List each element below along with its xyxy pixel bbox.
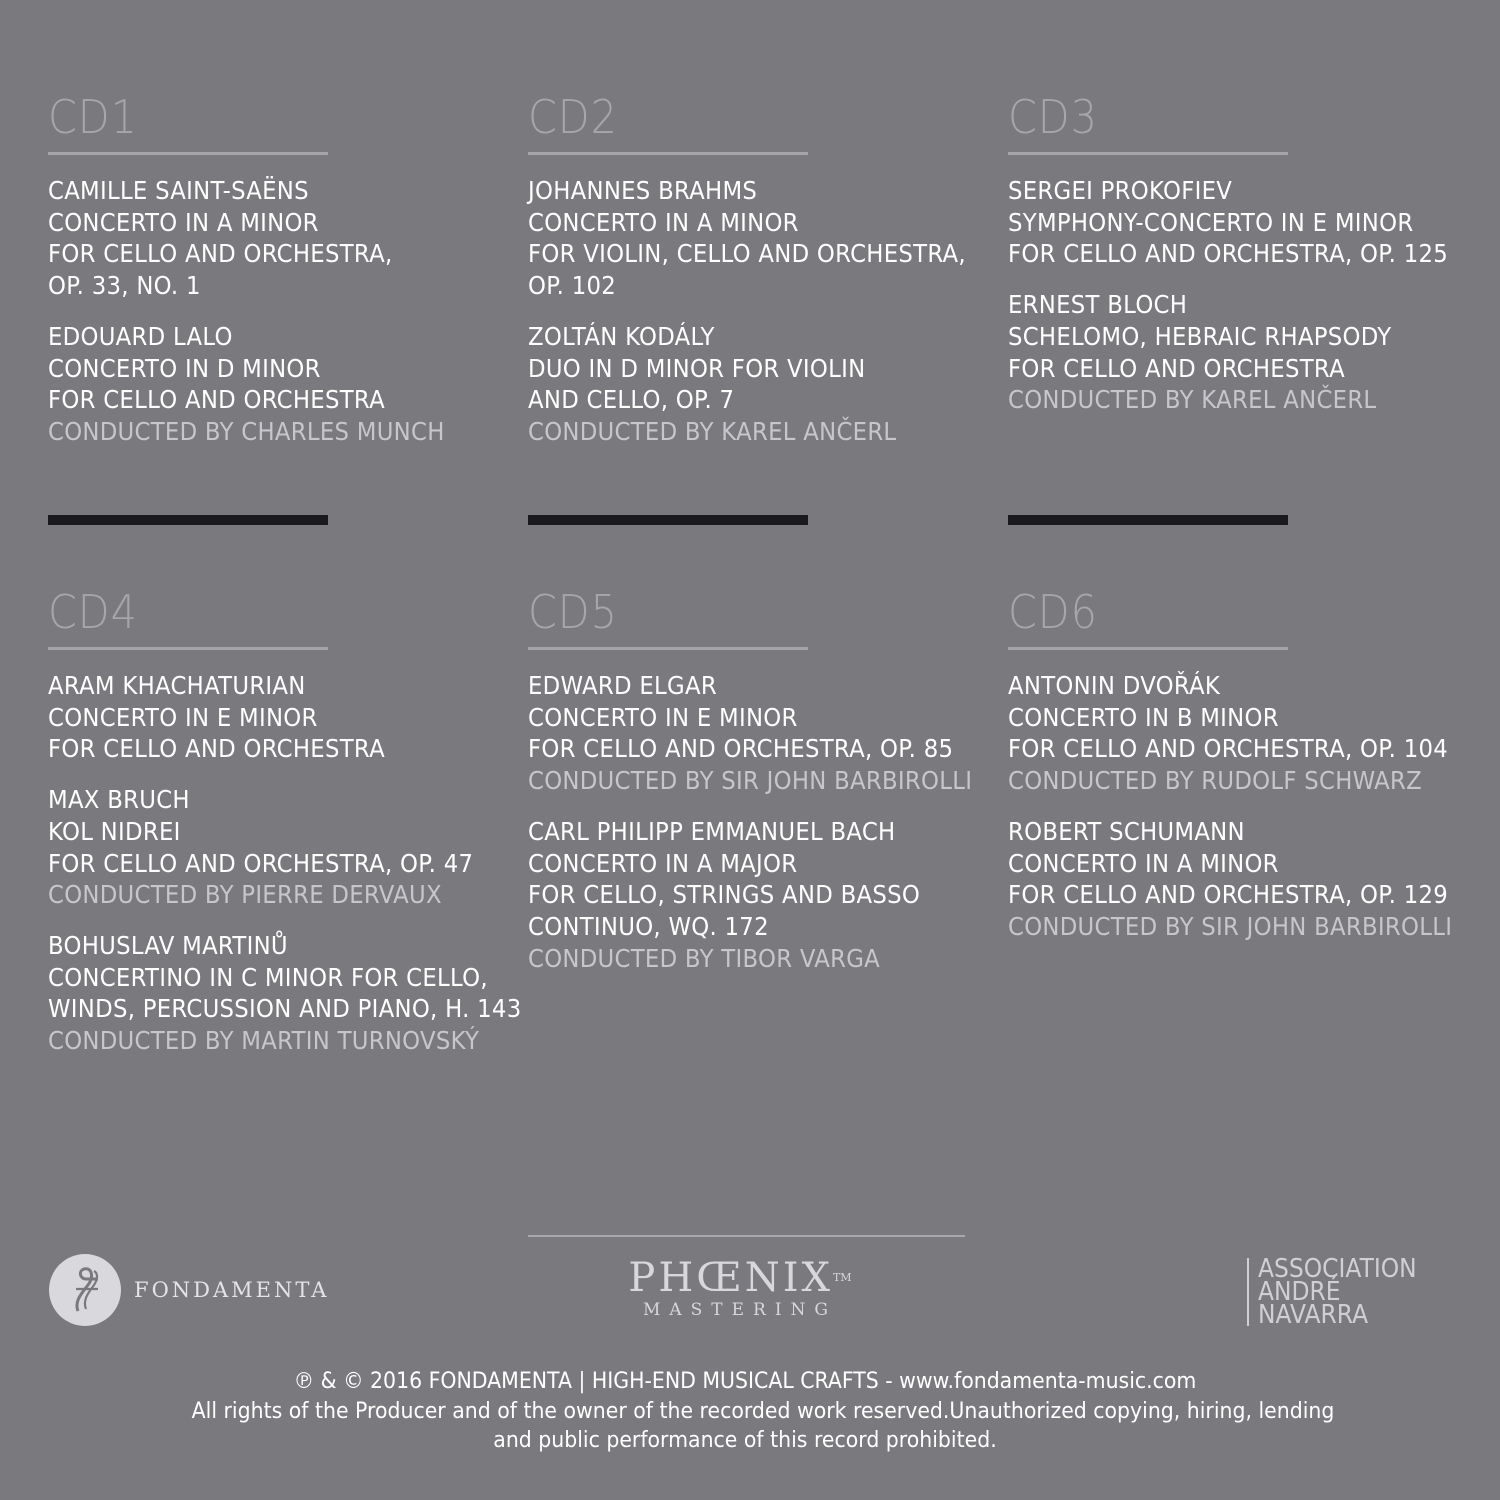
cd5-block — [528, 585, 988, 993]
work-title-line: SYMPHONY-CONCERTO IN E MINOR — [1008, 207, 1414, 237]
cd-label: CD2 — [528, 90, 618, 144]
work-title-line: CONCERTO IN A MINOR — [528, 207, 799, 237]
legal-notice — [150, 1367, 1340, 1456]
work-title-line: FOR CELLO AND ORCHESTRA — [1008, 353, 1345, 383]
cd3-block — [1008, 90, 1468, 435]
work-title-line: WINDS, PERCUSSION AND PIANO, H. 143 — [48, 994, 522, 1024]
work-entry — [48, 670, 508, 765]
work-title-line: CONCERTO IN B MINOR — [1008, 702, 1279, 732]
cd-divider — [528, 152, 808, 155]
composer-name: ROBERT SCHUMANN — [1008, 816, 1245, 846]
work-title-line: FOR CELLO AND ORCHESTRA, OP. 104 — [1008, 734, 1449, 764]
work-title-line: FOR CELLO AND ORCHESTRA — [48, 385, 385, 415]
work-title-line: CONCERTO IN A MINOR — [48, 207, 319, 237]
composer-name: CARL PHILIPP EMMANUEL BACH — [528, 816, 896, 846]
conductor-credit: CONDUCTED BY SIR JOHN BARBIROLLI — [1008, 911, 1453, 941]
work-title-line: CONCERTINO IN C MINOR FOR CELLO, — [48, 962, 488, 992]
composer-name: SERGEI PROKOFIEV — [1008, 176, 1233, 205]
phoenix-mastering-logo — [560, 1255, 920, 1320]
cd-label: CD4 — [48, 585, 138, 639]
work-title-line: OP. 102 — [528, 271, 617, 301]
conductor-credit: CONDUCTED BY KAREL ANČERL — [528, 416, 897, 446]
cd4-block — [48, 585, 522, 1076]
cd-divider — [1008, 152, 1288, 155]
work-title-line: FOR CELLO AND ORCHESTRA, — [48, 239, 393, 269]
footer-divider — [528, 1235, 965, 1237]
work-entry — [48, 930, 522, 1057]
phoenix-trademark: TM — [832, 1271, 852, 1284]
conductor-credit: CONDUCTED BY CHARLES MUNCH — [48, 416, 445, 446]
fondamenta-logo — [48, 1252, 329, 1328]
work-title-line: FOR CELLO AND ORCHESTRA, OP. 129 — [1008, 880, 1449, 910]
cd-label: CD1 — [48, 90, 138, 144]
work-entry — [1008, 175, 1468, 270]
work-title-line: KOL NIDREI — [48, 816, 181, 846]
conductor-credit: CONDUCTED BY KAREL ANČERL — [1008, 385, 1377, 415]
cd-divider — [48, 152, 328, 155]
work-title-line: CONCERTO IN A MINOR — [1008, 848, 1279, 878]
cd-label: CD5 — [528, 585, 618, 639]
work-title-line: FOR CELLO AND ORCHESTRA, OP. 125 — [1008, 239, 1449, 269]
composer-name: ZOLTÁN KODÁLY — [528, 321, 715, 351]
work-entry — [48, 175, 508, 302]
composer-name: MAX BRUCH — [48, 785, 190, 815]
composer-name: ANTONIN DVOŘÁK — [1008, 671, 1221, 700]
association-line-2: ANDRÉ — [1258, 1277, 1341, 1307]
legal-line-2: All rights of the Producer and of the owner of the recorded work reserved.Unauthorized copying, hiring, lending — [191, 1398, 1335, 1424]
conductor-credit: CONDUCTED BY MARTIN TURNOVSKÝ — [48, 1026, 480, 1056]
work-title-line: OP. 33, NO. 1 — [48, 271, 201, 301]
conductor-credit: CONDUCTED BY TIBOR VARGA — [528, 943, 881, 973]
composer-name: BOHUSLAV MARTINŮ — [48, 930, 288, 960]
separator-bar-2 — [528, 515, 808, 525]
conductor-credit: CONDUCTED BY RUDOLF SCHWARZ — [1008, 766, 1423, 796]
fondamenta-wordmark: FONDAMENTA — [134, 1278, 330, 1302]
phoenix-subtitle: MASTERING — [642, 1300, 838, 1320]
cd1-block — [48, 90, 508, 467]
work-title-line: FOR CELLO AND ORCHESTRA, OP. 85 — [528, 734, 954, 764]
work-title-line: AND CELLO, OP. 7 — [528, 385, 735, 415]
phoenix-wordmark — [560, 1255, 920, 1301]
composer-name: EDOUARD LALO — [48, 321, 233, 351]
work-title-line: SCHELOMO, HEBRAIC RHAPSODY — [1008, 321, 1392, 351]
composer-name: CAMILLE SAINT-SAËNS — [48, 176, 309, 205]
separator-bar-3 — [1008, 515, 1288, 525]
work-title-line: FOR CELLO, STRINGS AND BASSO — [528, 880, 921, 910]
legal-line-3: and public performance of this record prohibited. — [493, 1428, 997, 1453]
work-title-line: CONCERTO IN E MINOR — [528, 702, 798, 732]
separator-bar-1 — [48, 515, 328, 525]
work-entry — [1008, 670, 1468, 797]
work-entry — [48, 321, 508, 448]
work-title-line: CONCERTO IN A MAJOR — [528, 848, 798, 878]
association-andre-navarra-logo — [1247, 1254, 1434, 1330]
composer-name: JOHANNES BRAHMS — [528, 176, 758, 205]
association-line-3: NAVARRA — [1258, 1300, 1369, 1330]
composer-name: EDWARD ELGAR — [528, 671, 717, 700]
work-entry — [1008, 816, 1468, 943]
association-line-1: ASSOCIATION — [1258, 1254, 1417, 1284]
work-title-line: FOR CELLO AND ORCHESTRA, OP. 47 — [48, 848, 474, 878]
cd-label: CD3 — [1008, 90, 1098, 144]
work-title-line: FOR CELLO AND ORCHESTRA — [48, 734, 385, 764]
cd-divider — [528, 647, 808, 650]
cd6-block — [1008, 585, 1468, 962]
composer-name: ARAM KHACHATURIAN — [48, 671, 306, 700]
fondamenta-emblem-icon — [48, 1253, 122, 1327]
phoenix-name: PHŒNIX — [628, 1255, 833, 1301]
legal-line-1: ℗ & © 2016 FONDAMENTA | HIGH-END MUSICAL CRAFTS - www.fondamenta-music.com — [293, 1369, 1197, 1394]
conductor-credit: CONDUCTED BY PIERRE DERVAUX — [48, 880, 442, 910]
work-title-line: CONTINUO, WQ. 172 — [528, 911, 769, 941]
work-title-line: CONCERTO IN D MINOR — [48, 353, 321, 383]
work-entry — [528, 670, 988, 797]
cd-label: CD6 — [1008, 585, 1098, 639]
work-entry — [1008, 289, 1468, 416]
work-entry — [528, 321, 988, 448]
work-title-line: DUO IN D MINOR FOR VIOLIN — [528, 353, 866, 383]
cd2-block — [528, 90, 988, 467]
work-entry — [528, 816, 988, 975]
work-entry — [528, 175, 988, 302]
work-title-line: CONCERTO IN E MINOR — [48, 702, 318, 732]
composer-name: ERNEST BLOCH — [1008, 290, 1188, 320]
work-entry — [48, 784, 508, 911]
cd-divider — [1008, 647, 1288, 650]
work-title-line: FOR VIOLIN, CELLO AND ORCHESTRA, — [528, 239, 966, 269]
conductor-credit: CONDUCTED BY SIR JOHN BARBIROLLI — [528, 766, 973, 796]
cd-divider — [48, 647, 328, 650]
